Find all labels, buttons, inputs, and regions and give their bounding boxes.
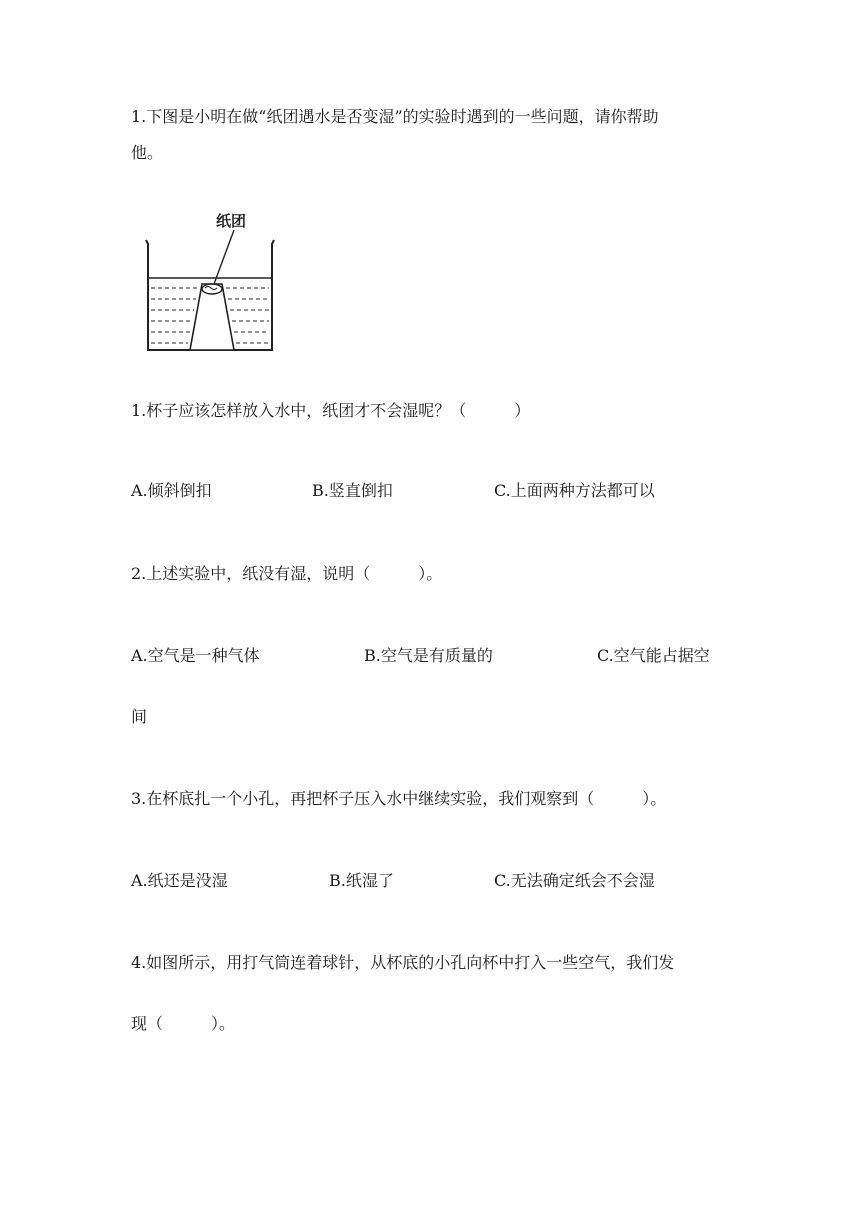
intro-line-2: 他。 (131, 143, 164, 162)
q2-option-c[interactable]: C.空气能占据空 (597, 646, 710, 665)
question-3: 3.在杯底扎一个小孔，再把杯子压入水中继续实验，我们观察到（ ）。 (131, 789, 667, 808)
question-4-line-1: 4.如图所示，用打气筒连着球针，从杯底的小孔向杯中打入一些空气，我们发 (131, 953, 675, 972)
experiment-figure (140, 204, 280, 356)
question-4-line-2: 现（ ）。 (131, 1014, 236, 1033)
q2-option-c-wrap: 间 (131, 707, 148, 726)
q2-option-b[interactable]: B.空气是有质量的 (364, 646, 493, 665)
q1-option-b[interactable]: B.竖直倒扣 (312, 481, 393, 500)
q3-option-c[interactable]: C.无法确定纸会不会湿 (494, 871, 655, 890)
question-2: 2.上述实验中，纸没有湿，说明（ ）。 (131, 564, 443, 583)
q3-option-a[interactable]: A.纸还是没湿 (131, 871, 228, 890)
q1-option-a[interactable]: A.倾斜倒扣 (131, 481, 212, 500)
intro-line-1: 1.下图是小明在做“纸团遇水是否变湿”的实验时遇到的一些问题，请你帮助 (131, 107, 659, 126)
figure-label: 纸团 (216, 212, 247, 230)
q1-option-c[interactable]: C.上面两种方法都可以 (494, 481, 655, 500)
q3-option-b[interactable]: B.纸湿了 (329, 871, 394, 890)
question-1: 1.杯子应该怎样放入水中，纸团才不会湿呢？（ ） (131, 401, 531, 420)
q2-option-a[interactable]: A.空气是一种气体 (131, 646, 260, 665)
